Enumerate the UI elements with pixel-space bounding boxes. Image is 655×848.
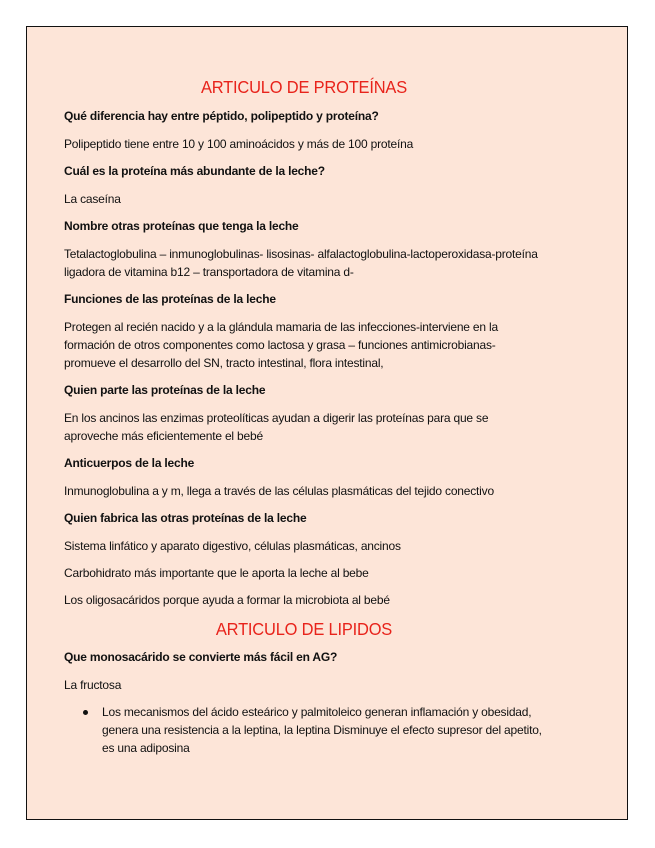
question: Anticuerpos de la leche xyxy=(64,456,195,470)
bullet-icon xyxy=(83,710,88,715)
answer: Sistema linfático y aparato digestivo, células plasmáticas, ancinos xyxy=(64,539,401,553)
document-content xyxy=(64,76,544,757)
answer: La fructosa xyxy=(64,678,122,692)
question: Nombre otras proteínas que tenga la leche xyxy=(64,219,299,233)
question: Funciones de las proteínas de la leche xyxy=(64,292,276,306)
answer: Protegen al recién nacido y a la glándula mamaria de las infecciones-interviene en la formación de otros componentes como lactosa y grasa – funciones antimicrobianas-promueve el desarrollo del SN, tracto intestinal, flora intestinal, xyxy=(64,320,498,370)
answer: Inmunoglobulina a y m, llega a través de las células plasmáticas del tejido conectivo xyxy=(64,484,494,498)
section-title-proteinas: ARTICULO DE PROTEÍNAS xyxy=(200,77,407,97)
question: Qué diferencia hay entre péptido, polipeptido y proteína? xyxy=(64,109,379,123)
paragraph: Carbohidrato más importante que le aporta la leche al bebe xyxy=(64,566,369,580)
list-item xyxy=(64,703,544,757)
answer: Tetalactoglobulina – inmunoglobulinas- lisosinas- alfalactoglobulina-lactoperoxidasa-proteína ligadora de vitamina b12 – transportadora de vitamina d- xyxy=(64,247,538,279)
question: Que monosacárido se convierte más fácil en AG? xyxy=(64,650,338,664)
question: Cuál es la proteína más abundante de la leche? xyxy=(64,164,325,178)
bullet-list xyxy=(64,703,544,757)
list-item-text: Los mecanismos del ácido esteárico y palmitoleico generan inflamación y obesidad, genera una resistencia a la leptina, la leptina Disminuye el efecto supresor del apetito, es una adiposina xyxy=(102,705,542,755)
answer: En los ancinos las enzimas proteolíticas ayudan a digerir las proteínas para que se aproveche más eficientemente el bebé xyxy=(64,411,489,443)
question: Quien fabrica las otras proteínas de la leche xyxy=(64,511,307,525)
section-title-lipidos: ARTICULO DE LIPIDOS xyxy=(215,619,393,639)
answer: La caseína xyxy=(64,192,121,206)
question: Quien parte las proteínas de la leche xyxy=(64,383,266,397)
answer: Polipeptido tiene entre 10 y 100 aminoácidos y más de 100 proteína xyxy=(64,137,414,151)
paragraph: Los oligosacáridos porque ayuda a formar la microbiota al bebé xyxy=(64,593,390,607)
